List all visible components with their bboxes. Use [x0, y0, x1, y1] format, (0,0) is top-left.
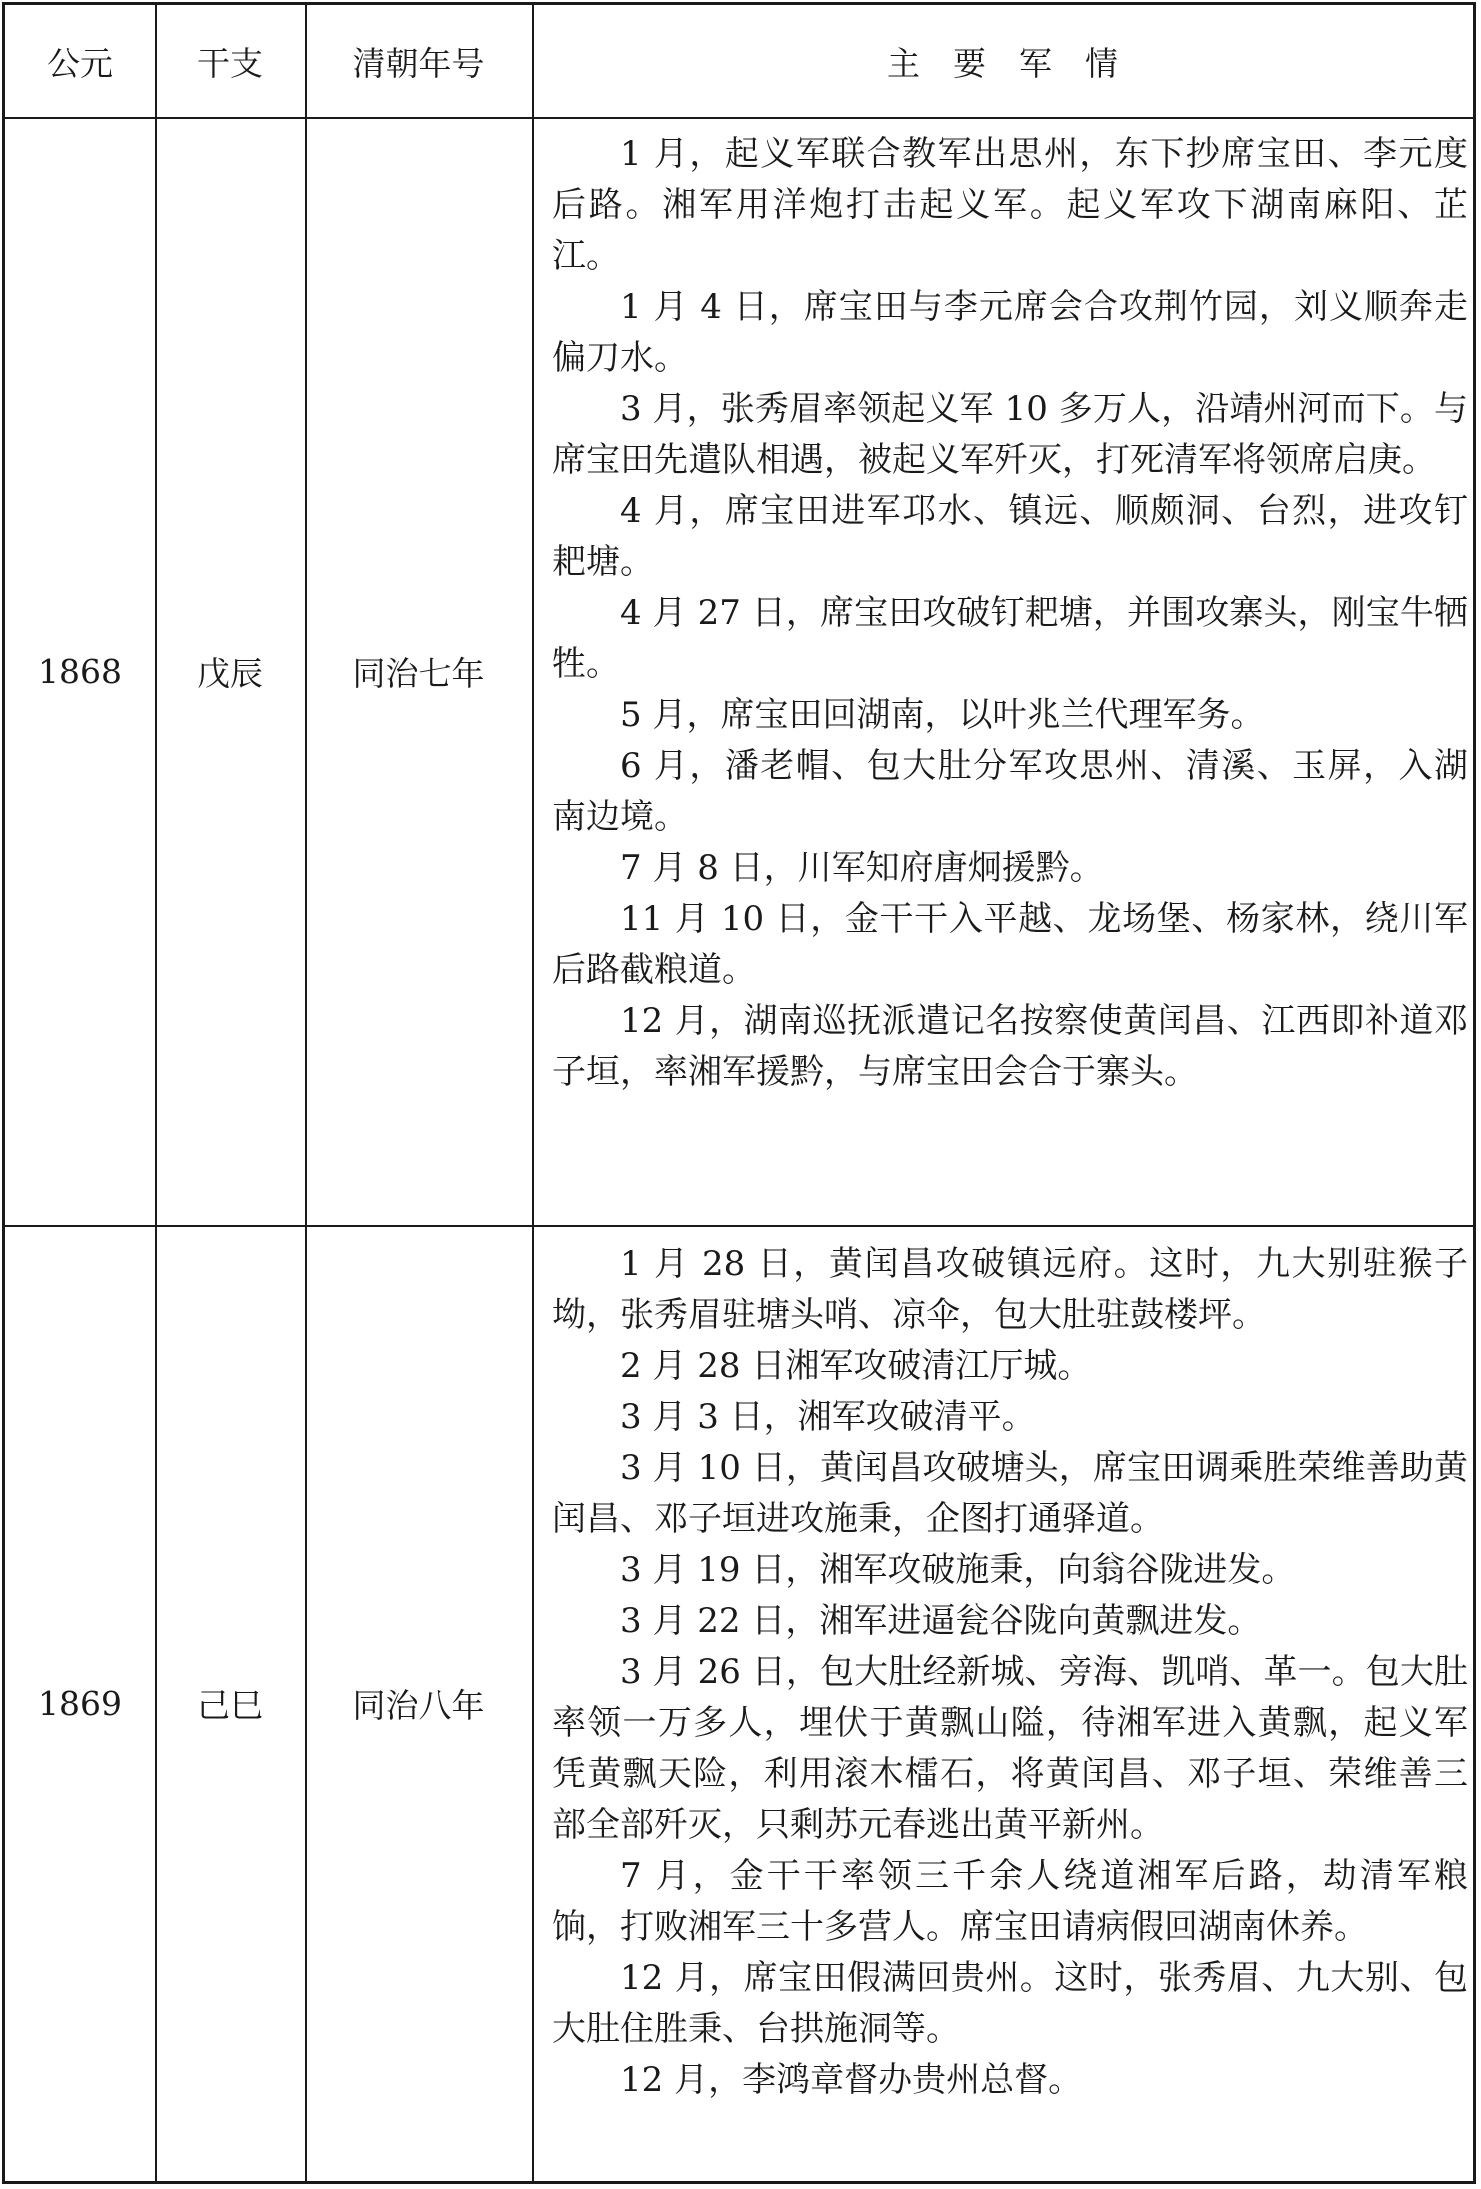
event-entry: 7 月，金干干率领三千余人绕道湘军后路，劫清军粮饷，打败湘军三十多营人。席宝田请病假回湖南休养。	[552, 1856, 1468, 1947]
event-entry: 5 月，席宝田回湖南，以叶兆兰代理军务。	[620, 695, 1265, 735]
event-entry: 1 月，起义军联合教军出思州，东下抄席宝田、李元度后路。湘军用洋炮打击起义军。起义军攻下湖南麻阳、芷江。	[552, 134, 1468, 276]
row-nianhao: 同治八年	[352, 1685, 485, 1725]
event-entry: 4 月，席宝田进军邛水、镇远、顺颇洞、台烈，进攻钉耙塘。	[552, 491, 1468, 582]
event-entry: 1 月 4 日，席宝田与李元席会合攻荆竹园，刘义顺奔走偏刀水。	[552, 287, 1468, 378]
row-events	[552, 1239, 1468, 2106]
military-chronology-table	[2, 2, 1476, 2184]
event-entry: 3 月 26 日，包大肚经新城、旁海、凯哨、革一。包大肚率领一万多人，埋伏于黄飘山隘，待湘军进入黄飘，起义军凭黄飘天险，利用滚木檑石，将黄闰昌、邓子垣、荣维善三部全部歼灭，只剩苏元春逃出黄平新州。	[552, 1652, 1468, 1845]
row-ganzhi: 戊辰	[197, 653, 263, 693]
event-entry: 3 月 10 日，黄闰昌攻破塘头，席宝田调乘胜荣维善助黄闰昌、邓子垣进攻施秉，企图打通驿道。	[552, 1448, 1468, 1539]
row-events	[552, 129, 1468, 1098]
header-ganzhi: 干支	[197, 43, 263, 83]
event-entry: 12 月，席宝田假满回贵州。这时，张秀眉、九大别、包大肚住胜秉、台拱施洞等。	[552, 1958, 1468, 2049]
event-entry: 3 月，张秀眉率领起义军 10 多万人，沿靖州河而下。与席宝田先遣队相遇，被起义军歼灭，打死清军将领席启庚。	[552, 389, 1468, 480]
event-entry: 11 月 10 日，金干干入平越、龙场堡、杨家林，绕川军后路截粮道。	[552, 899, 1468, 990]
row-year: 1869	[38, 1683, 122, 1723]
column-divider	[532, 5, 534, 2181]
header-gongyuan: 公元	[47, 43, 113, 83]
event-entry: 4 月 27 日，席宝田攻破钉耙塘，并围攻寨头，刚宝牛牺牲。	[552, 593, 1468, 684]
event-entry: 2 月 28 日湘军攻破清江厅城。	[620, 1346, 1092, 1386]
event-entry: 3 月 19 日，湘军攻破施秉，向翁谷陇进发。	[620, 1550, 1296, 1590]
event-entry: 1 月 28 日，黄闰昌攻破镇远府。这时，九大别驻猴子坳，张秀眉驻塘头哨、凉伞，包大肚驻鼓楼坪。	[552, 1244, 1468, 1335]
header-junqing: 主 要 军 情	[887, 43, 1118, 83]
event-entry: 12 月，李鸿章督办贵州总督。	[620, 2060, 1083, 2100]
row-year: 1868	[38, 651, 122, 691]
event-entry: 3 月 22 日，湘军进逼瓮谷陇向黄飘进发。	[620, 1601, 1262, 1641]
event-entry: 7 月 8 日，川军知府唐炯援黔。	[620, 848, 1104, 888]
event-entry: 3 月 3 日，湘军攻破清平。	[620, 1397, 1036, 1437]
event-entry: 6 月，潘老帽、包大肚分军攻思州、清溪、玉屏，入湖南边境。	[552, 746, 1468, 837]
row-nianhao: 同治七年	[352, 653, 485, 693]
row-ganzhi: 己巳	[197, 1685, 263, 1725]
event-entry: 12 月，湖南巡抚派遣记名按察使黄闰昌、江西即补道邓子垣，率湘军援黔，与席宝田会合于寨头。	[552, 1001, 1468, 1092]
header-nianhao: 清朝年号	[352, 43, 485, 83]
